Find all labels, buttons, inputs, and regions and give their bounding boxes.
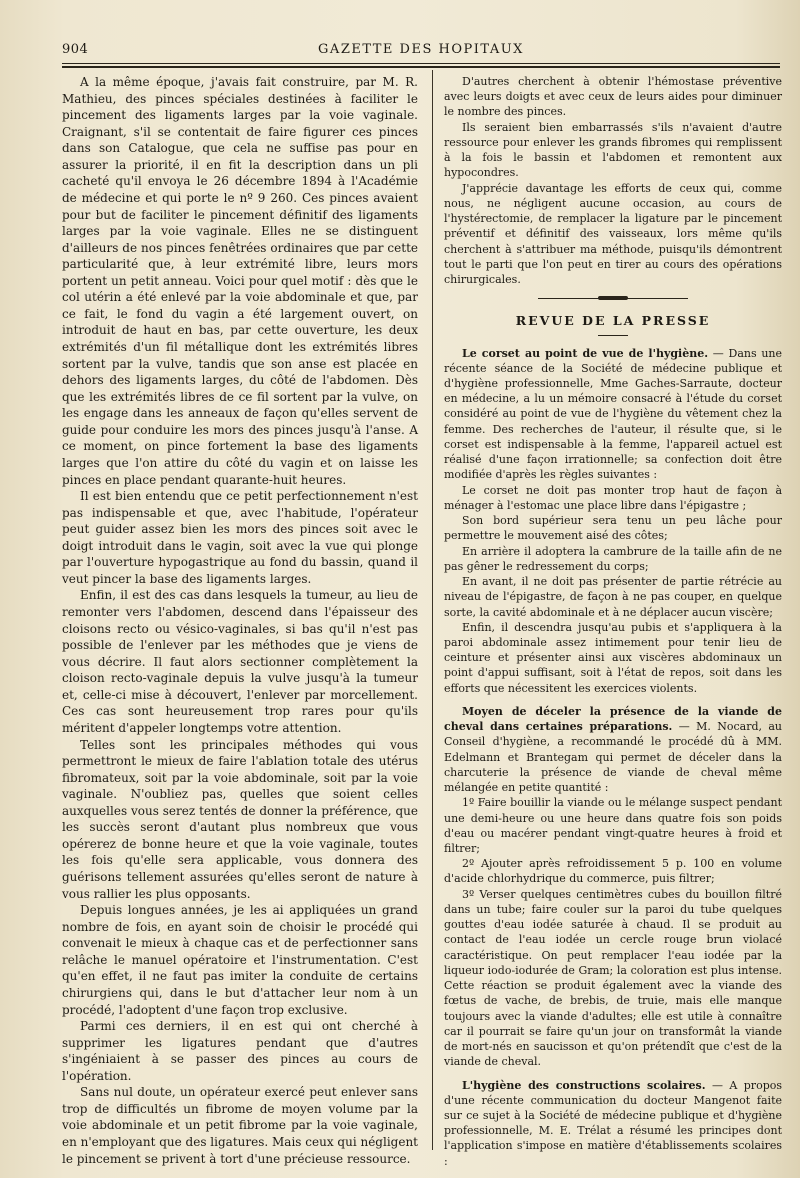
spacer [444, 696, 782, 704]
list-item: 1º Faire bouillir la viande ou le mélange suspect pendant une demi-heure ou une heure dans quatre fois son poids d'eau ou macérer pendant vingt-quatre heures à froid et filtrer; [444, 796, 782, 856]
spacer [444, 1070, 782, 1078]
paragraph: Telles sont les principales méthodes qui vous permettront le mieux de faire l'ablation totale des utérus fibromateux, soit par la voie abdominale, soit par la voie vaginale. N'oubliez pas, quelles que soient celles auxquelles vous serez tentés de donner la préférence, que les succès seront d'autant plus nombreux que vous opérerez de bonne heure et que la voie vaginale, toutes les fois qu'elle sera applicable, vous donnera des guérisons tellement assurées qu'elles seront de nature à vous rallier les plus opposants. [62, 737, 418, 901]
list-item: Le corset ne doit pas monter trop haut de façon à ménager à l'estomac une place libre dans l'épigastre ; [444, 483, 782, 512]
article-heading: L'hygiène des constructions scolaires. [462, 1078, 706, 1092]
paragraph: Enfin, il est des cas dans lesquels la tumeur, au lieu de remonter vers l'abdomen, descend dans l'épaisseur des cloisons recto ou vésico-vaginales, si bas qu'il n'est pas possible de l'enlever par les méthodes que je viens de vous décrire. Il faut alors sectionner complètement la cloison recto-vaginale depuis la vulve jusqu'à la tumeur et, celle-ci mise à découvert, l'enlever par morcellement. Ces cas sont heureusement trop rares pour qu'ils méritent d'appeler longtemps votre attention. [62, 588, 418, 735]
page-header [56, 36, 786, 60]
list-item: Enfin, il descendra jusqu'au pubis et s'appliquera à la paroi abdominale assez intimement pour tenir lieu de ceinture et présenter ainsi aux viscères abdominaux un point d'appui suffisant, soit à l'état de repos, soit dans les efforts que nécessitent les exercices violents. [444, 620, 782, 695]
list-item: 3º Verser quelques centimètres cubes du bouillon filtré dans un tube; faire couler sur la paroi du tube quelques gouttes d'eau iodée saturée à chaud. Il se produit au contact de l'eau iodée un cercle rouge brun violacé caractéristique. On peut remplacer l'eau iodée par la liqueur iodo-iodurée de Gram; la coloration est plus intense. Cette réaction se produit également avec la viande des fœtus de vache, de brebis, de truie, mais elle manque toujours avec la viande d'adultes; elle est utile à connaître car il pourrait se faire qu'un jour on transformât la viande de mort-nés en saucisson et qu'on prétendît que c'est de la viande de cheval. [444, 887, 782, 1069]
paragraph: Depuis longues années, je les ai appliquées un grand nombre de fois, en ayant soin de choisir le procédé qui convenait le mieux à chaque cas et de perfectionner sans relâche le manuel opératoire et l'instrumentation. C'est qu'en effet, il ne faut pas imiter la conduite de certains chirurgiens qui, dans le but d'attacher leur nom à un procédé, l'adoptent d'une façon trop exclusive. [62, 903, 418, 1017]
article-constructions [444, 1078, 782, 1169]
page-number: 904 [62, 42, 89, 57]
paragraph: D'autres cherchent à obtenir l'hémostase préventive avec leurs doigts et avec ceux de leurs aides pour diminuer le nombre des pinces. [444, 75, 782, 119]
article-body: — Dans une récente séance de la Société de médecine publique et d'hygiène professionnelle, Mme Gaches-Sarraute, docteur en médecine, a lu un mémoire consacré à l'étude du corset considéré au point de vue de l'hygiène du vêtement chez la femme. Des recherches de l'auteur, il résulte que, si le corset est indispensable à la femme, l'appareil actuel est réalisé d'une façon irrationnelle; sa confection doit être modifiée d'après les règles suivantes : [444, 346, 783, 482]
running-title: GAZETTE DES HOPITAUX [318, 42, 524, 57]
article-cheval [444, 704, 782, 795]
header-rule-thick [62, 66, 780, 68]
article-heading: Moyen de déceler la présence de la viande de cheval dans certaines préparations. [444, 704, 782, 734]
paragraph: J'apprécie davantage les efforts de ceux qui, comme nous, ne négligent aucune occasion, au cours de l'hystérectomie, de remplacer la ligature par le pincement préventif et définitif des vaisseaux, lors même qu'ils cherchent à s'attribuer ma méthode, puisqu'ils démontrent tout le parti que l'on peut en tirer au cours des opérations chirurgicales. [444, 181, 782, 287]
list-item: Son bord supérieur sera tenu un peu lâche pour permettre le mouvement aisé des côtes; [444, 514, 782, 543]
paragraph: A la même époque, j'avais fait construire, par M. R. Mathieu, des pinces spéciales destinées à faciliter le pincement des ligaments larges par la voie vaginale. Craignant, s'il se contentait de faire figurer ces pinces dans son Catalogue, que cela ne suffise pas pour en assurer la priorité, il en fit la description dans un pli cacheté qu'il envoya le 26 décembre 1894 à l'Académie de médecine et qui porte le nº 9 260. Ces pinces avaient pour but de faciliter le pincement définitif des ligaments larges par la voie vaginale. Elles ne se distinguent d'ailleurs de nos pinces fenêtrées ordinaires que par cette particularité que, à leur extrémité libre, leurs mors portent un petit anneau. Voici pour quel motif : dès que le col utérin a été enlevé par la voie abdominale et que, par ce fait, le fond du vagin a été largement ouvert, on introduit de haut en bas, par cette ouverture, les deux extrémités d'un fil métallique dont les extrémités libres sortent par la vulve, tandis que son anse est placée en dehors des ligaments larges, du côté de l'abdomen. Dès que les extrémités libres de ce fil sortent par la vulve, on les engage dans les anneaux de façon qu'elles servent de guide pour conduire les mors des pinces jusqu'à l'anse. A ce moment, on pince fortement la base des ligaments larges que l'on attire du côté du vagin et on laisse les pinces en place pendant quarante-huit heures. [62, 75, 418, 487]
left-column [62, 74, 418, 1167]
list-item: En arrière il adoptera la cambrure de la taille afin de ne pas gêner le redressement du corps; [444, 544, 782, 573]
section-title: REVUE DE LA PRESSE [515, 313, 711, 329]
paragraph: Sans nul doute, un opérateur exercé peut enlever sans trop de difficultés un fibrome de moyen volume par la voie abdominale et un petit fibrome par la voie vaginale, en n'employant que des ligatures. Mais ceux qui négligent le pincement se privent à tort d'une précieuse ressource. [62, 1085, 418, 1166]
article-heading: Le corset au point de vue de l'hygiène. [462, 346, 709, 360]
section-title-rule [598, 335, 628, 336]
header-rule [62, 63, 780, 64]
right-column [444, 74, 782, 1169]
article-corset [444, 346, 782, 483]
article-body: — A propos d'une récente communication du docteur Mangenot faite sur ce sujet à la Société de médecine publique et d'hygiène professionnelle, M. E. Trélat a résumé les principes dont l'application s'impose en matière d'établissements scolaires : [444, 1078, 783, 1168]
list-item: En avant, il ne doit pas présenter de partie rétrécie au niveau de l'épigastre, de façon à ne pas couper, en quelque sorte, la cavité abdominale et à ne déplacer aucun viscère; [444, 575, 782, 619]
paragraph: Parmi ces derniers, il en est qui ont cherché à supprimer les ligatures pendant que d'autres s'ingéniaient à se passer des pinces au cours de l'opération. [62, 1019, 418, 1083]
section-separator [538, 298, 688, 299]
paragraph: Il est bien entendu que ce petit perfectionnement n'est pas indispensable et que, avec l'habitude, l'opérateur peut guider assez bien les mors des pinces soit avec le doigt introduit dans le vagin, soit avec la vue qui plonge par l'ouverture hypogastrique au fond du bassin, quand il veut pincer la base des ligaments larges. [62, 489, 418, 586]
paragraph: Ils seraient bien embarrassés s'ils n'avaient d'autre ressource pour enlever les grands fibromes qui remplissent à la fois le bassin et l'abdomen et remontent aux hypocondres. [444, 120, 782, 180]
article-body: — M. Nocard, au Conseil d'hygiène, a recommandé le procédé dû à MM. Edelmann et Brantegam qui permet de déceler dans la charcuterie la présence de viande de cheval même mélangée en petite quantité : [444, 720, 782, 795]
list-item: 2º Ajouter après refroidissement 5 p. 100 en volume d'acide chlorhydrique du commerce, puis filtrer; [444, 857, 782, 886]
column-divider [432, 70, 433, 1150]
